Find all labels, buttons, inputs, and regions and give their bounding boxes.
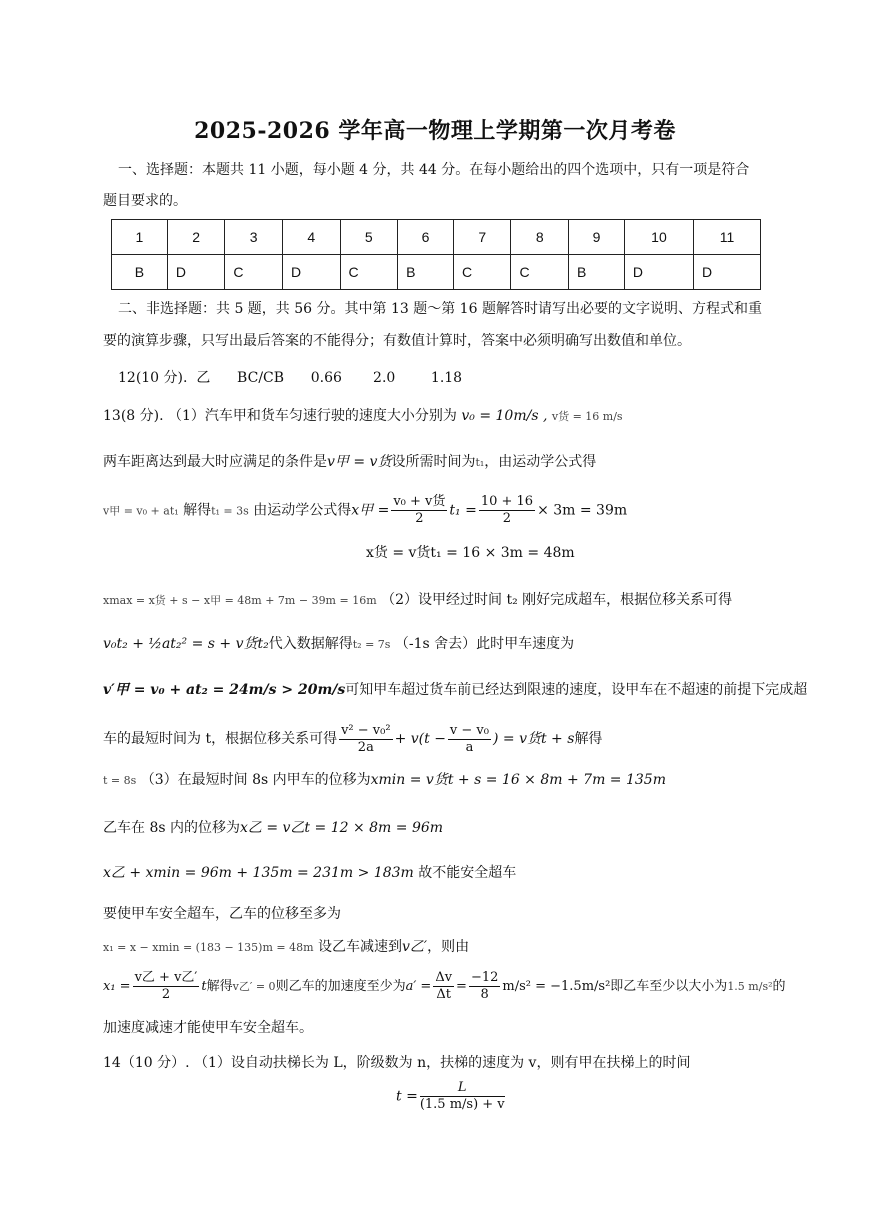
numerator: Δv	[435, 970, 453, 985]
formula: =	[456, 979, 467, 994]
q13-line10	[103, 818, 792, 838]
answer-cell: B	[112, 255, 168, 290]
formula: x₁ =	[103, 979, 131, 994]
denominator: 2a	[357, 739, 374, 755]
answer-cell: C	[511, 255, 569, 290]
q13-text: （2）设甲经过时间 t₂ 刚好完成超车，根据位移关系可得	[381, 592, 733, 608]
q14-time-formula	[396, 1080, 507, 1113]
answer-cell: D	[624, 255, 693, 290]
formula: t₁ =	[449, 502, 477, 519]
q13-text: 解得	[206, 979, 233, 994]
section1-instruction-line1: 一、选择题：本题共 11 小题，每小题 4 分，共 44 分。在每小题给出的四个选项中，只有一项是符合	[118, 162, 750, 178]
q13-line6	[103, 634, 792, 655]
q13-line7	[103, 680, 808, 700]
numerator: 10 + 16	[480, 494, 534, 509]
formula: 1.5 m/s²	[727, 980, 773, 993]
q13-line15: 加速度减速才能使甲车安全超车。	[103, 1020, 313, 1036]
fraction	[133, 970, 200, 1003]
question-number-cell: 3	[225, 220, 283, 255]
answer-cell: B	[398, 255, 454, 290]
q13-text: 设所需时间为	[391, 454, 476, 470]
formula: v乙′	[402, 939, 428, 955]
section1-instruction-line2: 题目要求的。	[103, 193, 187, 209]
q13-line5	[103, 590, 792, 611]
numerator: −12	[470, 970, 499, 985]
question-number-cell: 2	[167, 220, 225, 255]
q13-text: 乙车在 8s 内的位移为	[103, 820, 240, 836]
denominator: 2	[161, 987, 171, 1002]
fraction	[479, 494, 535, 527]
answer-cell: D	[694, 255, 761, 290]
q14-line1: 14（10 分）. （1）设自动扶梯长为 L，阶级数为 n，扶梯的速度为 v，则有甲在扶梯上的时间	[103, 1055, 691, 1071]
answer-cell: D	[167, 255, 225, 290]
question-number-cell: 1	[112, 220, 168, 255]
denominator: 2	[502, 511, 512, 526]
question-number-cell: 6	[398, 220, 454, 255]
numerator: v乙 + v乙′	[134, 970, 198, 985]
q13-text: （-1s 舍去）此时甲车速度为	[394, 636, 575, 652]
denominator: 8	[480, 987, 489, 1002]
section2-instruction-line1: 二、非选择题：共 5 题，共 56 分。其中第 13 题～第 16 题解答时请写出必要的文字说明、方程式和重	[118, 301, 762, 317]
formula: v′甲 = v₀ + at₂ = 24m/s > 20m/s	[103, 682, 346, 698]
formula: t₁ = 3s	[211, 504, 249, 518]
answer-table-answer-row	[112, 255, 761, 290]
formula: x甲 =	[351, 502, 390, 519]
q13-line14	[103, 970, 792, 1004]
q13-line9	[103, 770, 792, 791]
question-number-cell: 7	[453, 220, 511, 255]
question-number-cell: 10	[624, 220, 693, 255]
q13-text: （3）在最短时间 8s 内甲车的位移为	[140, 772, 371, 788]
formula: t =	[396, 1088, 418, 1105]
q13-text: 解得	[183, 502, 212, 519]
q13-line2	[103, 452, 792, 473]
formula: x乙 + xmin = 96m + 135m = 231m > 183m	[103, 865, 414, 881]
numerator: v² − v₀²	[341, 722, 391, 738]
q13-line11	[103, 863, 792, 883]
formula: t₂ = 7s	[352, 638, 391, 651]
question-number-cell: 8	[511, 220, 569, 255]
formula: x₁ = x − xmin = (183 − 135)m = 48m	[103, 941, 314, 954]
formula: + v(t −	[394, 731, 446, 747]
q13-text: 设乙车减速到	[318, 939, 402, 955]
formula: v乙′ = 0	[232, 980, 276, 993]
fraction	[448, 723, 491, 756]
formula: m/s² = −1.5m/s²	[502, 979, 611, 994]
q13-line8	[103, 722, 792, 756]
formula: xmin = v货t + s = 16 × 8m + 7m = 135m	[370, 772, 666, 788]
fraction	[469, 970, 500, 1003]
answer-table-number-row	[112, 220, 761, 255]
fraction	[433, 970, 454, 1003]
answer-cell: B	[569, 255, 625, 290]
formula: v货 = 16 m/s	[551, 410, 623, 423]
q13-text: 代入数据解得	[268, 636, 353, 652]
question-number-cell: 4	[282, 220, 340, 255]
q12-answer: 12(10 分). 乙 BC/CB 0.66 2.0 1.18	[118, 370, 463, 386]
page-title: 2025-2026 学年高一物理上学期第一次月考卷	[194, 118, 676, 144]
q13-line1	[103, 406, 792, 427]
q13-text: 解得	[574, 731, 603, 747]
q13-text: ，则由	[427, 939, 470, 955]
formula: ) = v货t + s	[492, 731, 575, 747]
fraction	[391, 494, 447, 527]
formula: v₀ = 10m/s ,	[461, 408, 548, 424]
fraction	[420, 1080, 505, 1113]
formula: v₀t₂ + ½at₂² = s + v货t₂	[103, 636, 269, 652]
q13-text: 的	[772, 979, 786, 994]
q13-line3	[103, 494, 792, 527]
denominator: 2	[415, 511, 424, 526]
fraction	[339, 723, 392, 756]
answer-table	[111, 219, 761, 290]
formula: t₁	[475, 456, 485, 469]
q13-line12: 要使甲车安全超车，乙车的位移至多为	[103, 906, 341, 922]
denominator: (1.5 m/s) + v	[419, 1097, 505, 1112]
answer-cell: C	[453, 255, 511, 290]
formula: t = 8s	[103, 774, 137, 787]
numerator: L	[420, 1080, 505, 1097]
numerator: v − v₀	[449, 722, 489, 738]
answer-cell: C	[340, 255, 398, 290]
q13-text: 故不能安全超车	[418, 865, 517, 881]
formula: xmax = x货 + s − x甲 = 48m + 7m − 39m = 16m	[103, 594, 377, 607]
question-number-cell: 9	[569, 220, 625, 255]
q13-line13	[103, 937, 792, 958]
formula: x乙 = v乙t = 12 × 8m = 96m	[240, 820, 444, 836]
q13-text: 两车距离达到最大时应满足的条件是	[103, 454, 327, 470]
q13-text: 13(8 分). （1）汽车甲和货车匀速行驶的速度大小分别为	[103, 408, 457, 424]
denominator: a	[465, 739, 474, 755]
formula: a′ =	[405, 979, 432, 994]
question-number-cell: 5	[340, 220, 398, 255]
q13-text: 可知甲车超过货车前已经达到限速的速度，设甲车在不超速的前提下完成超	[345, 682, 808, 698]
formula: v甲 = v货	[327, 454, 392, 470]
q13-text: ，由运动学公式得	[484, 454, 597, 470]
numerator: v₀ + v货	[393, 494, 446, 509]
formula-x-truck: x货 = v货t₁ = 16 × 3m = 48m	[366, 545, 575, 561]
q13-text: 则乙车的加速度至少为	[275, 979, 406, 994]
section2-instruction-line2: 要的演算步骤，只写出最后答案的不能得分；有数值计算时，答案中必须明确写出数值和单位。	[103, 333, 691, 349]
answer-cell: C	[225, 255, 283, 290]
question-number-cell: 11	[694, 220, 761, 255]
q13-text: 即乙车至少以大小为	[610, 979, 728, 994]
formula: t	[201, 979, 207, 994]
formula: × 3m = 39m	[537, 502, 628, 519]
q13-text: 车的最短时间为 t，根据位移关系可得	[103, 731, 338, 747]
formula: v甲 = v₀ + at₁	[103, 504, 179, 518]
q13-text: 由运动学公式得	[253, 502, 352, 519]
denominator: Δt	[436, 987, 451, 1002]
answer-cell: D	[282, 255, 340, 290]
